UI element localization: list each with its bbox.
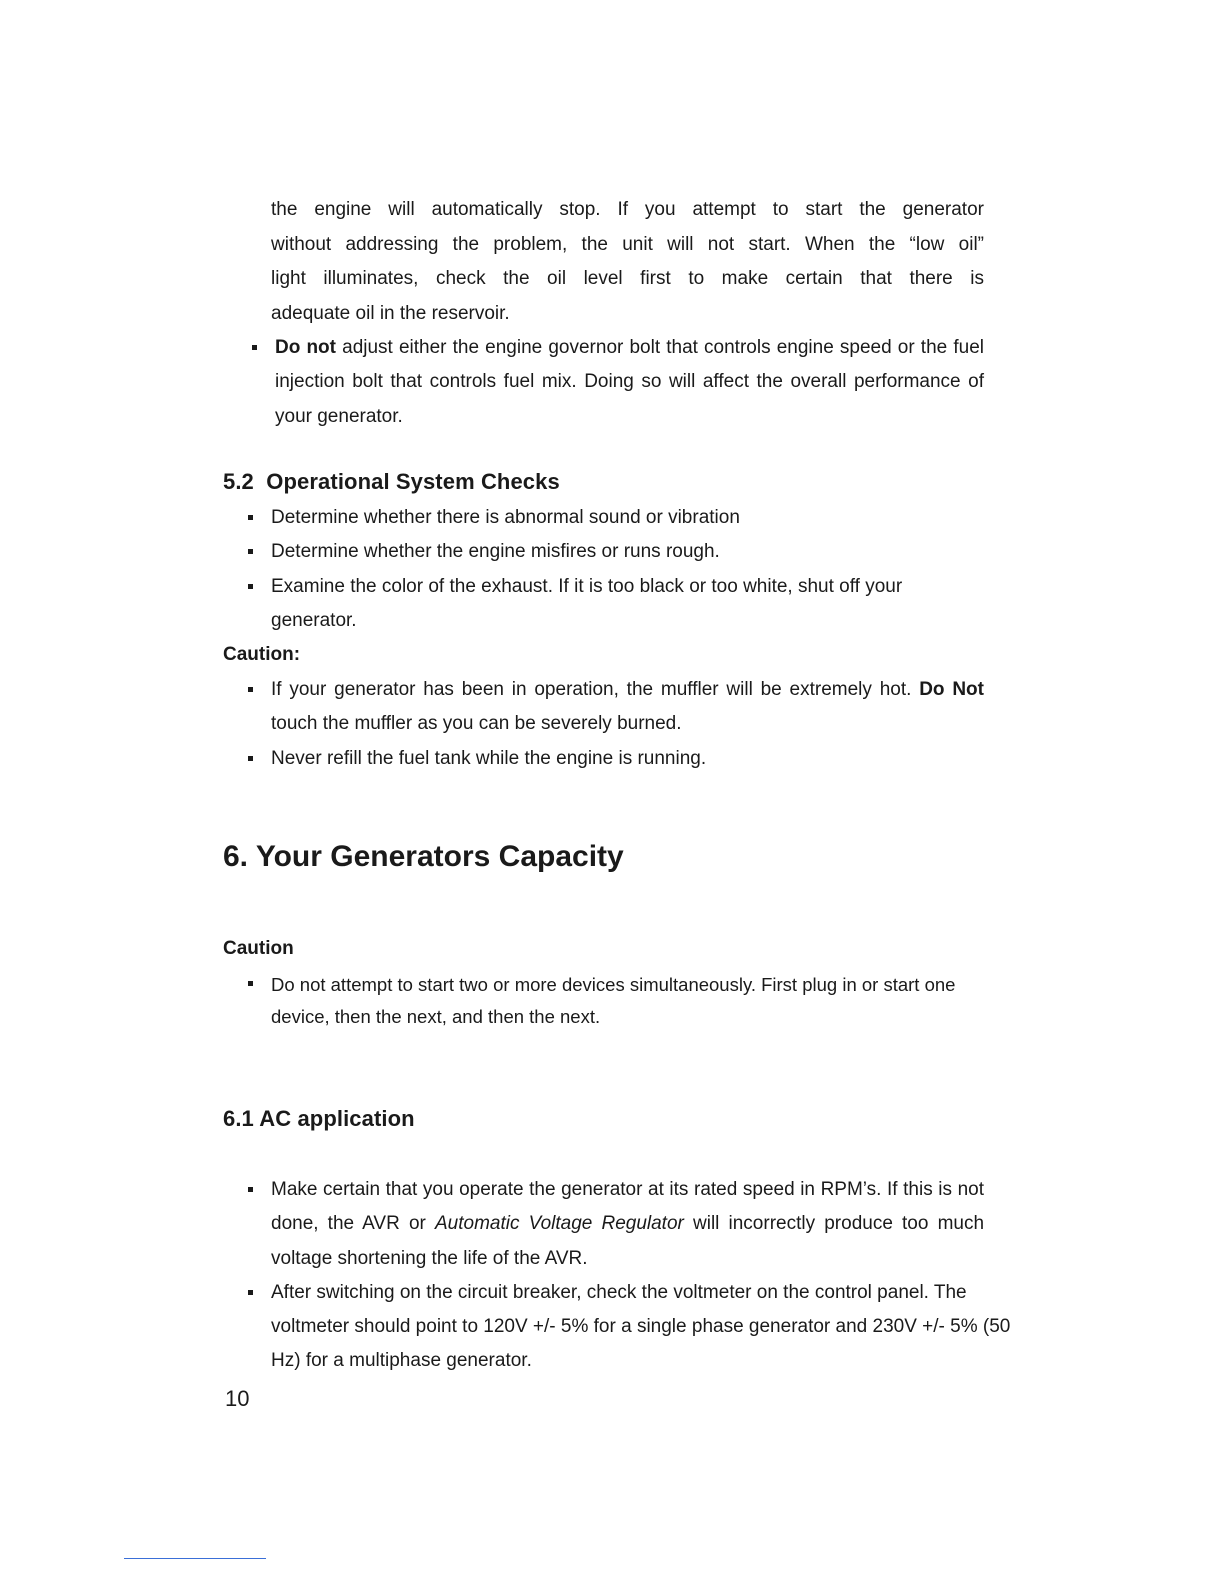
list-item bbox=[271, 570, 984, 639]
intro-line-4: adequate oil in the reservoir. bbox=[271, 302, 510, 324]
list-item-text: touch the muffler as you can be severely burned. bbox=[271, 713, 682, 735]
list-item bbox=[275, 331, 984, 434]
section-heading-5-2: 5.2 Operational System Checks bbox=[223, 469, 560, 494]
italic-text: Automatic Voltage Regulator bbox=[435, 1213, 684, 1235]
checks-list bbox=[271, 501, 984, 638]
intro-line-1: the engine will automatically stop. If you attempt to start the generator bbox=[271, 199, 984, 220]
list-item-text: will incorrectly produce too much voltage shortening the life of the AVR. bbox=[271, 1213, 985, 1269]
intro-bullet-list bbox=[275, 331, 984, 434]
list-item bbox=[271, 969, 961, 1033]
caution-list bbox=[271, 673, 984, 776]
list-item-text: Make certain that you operate the generator at its rated speed in RPM’s. If this is not done, the AVR or bbox=[271, 1179, 984, 1235]
bullet-icon bbox=[248, 1187, 253, 1192]
list-item-text: adjust either the engine governor bolt that controls engine speed or the fuel injection bolt that controls fuel mix. Doing so will affect the overall performance of your generator. bbox=[275, 337, 984, 427]
bullet-icon bbox=[248, 687, 253, 692]
emphasis-text: Do Not bbox=[919, 679, 984, 700]
footer-rule bbox=[124, 1558, 266, 1559]
page-number: 10 bbox=[225, 1386, 250, 1411]
list-item bbox=[271, 1276, 1031, 1379]
list-item bbox=[271, 673, 984, 742]
ac-application-list bbox=[271, 1173, 1011, 1379]
list-item-text: Determine whether there is abnormal sound or vibration bbox=[271, 507, 740, 528]
list-item-text: Do not attempt to start two or more devices simultaneously. First plug in or start one device, then the next, and then the next. bbox=[271, 974, 956, 1027]
list-item-text: Determine whether the engine misfires or runs rough. bbox=[271, 541, 720, 563]
list-item bbox=[271, 742, 984, 776]
bullet-icon bbox=[248, 1290, 253, 1295]
chapter-heading-6: 6. Your Generators Capacity bbox=[223, 840, 624, 873]
list-item-text: Never refill the fuel tank while the engine is running. bbox=[271, 747, 707, 769]
emphasis-text: Do not bbox=[275, 337, 336, 358]
bullet-icon bbox=[252, 345, 257, 350]
section-heading-6-1: 6.1 AC application bbox=[223, 1106, 415, 1131]
capacity-caution-list bbox=[271, 969, 961, 1033]
list-item-text: If your generator has been in operation, the muffler will be extremely hot. bbox=[271, 679, 920, 700]
caution-label: Caution bbox=[223, 938, 294, 959]
list-item-text: Examine the color of the exhaust. If it is too black or too white, shut off your generator. bbox=[271, 575, 903, 631]
intro-line-2: without addressing the problem, the unit will not start. When the “low oil” bbox=[271, 233, 984, 255]
bullet-icon bbox=[248, 981, 253, 986]
list-item bbox=[271, 535, 984, 569]
intro-paragraph bbox=[271, 193, 984, 331]
bullet-icon bbox=[248, 756, 253, 761]
caution-label: Caution: bbox=[223, 644, 301, 665]
bullet-icon bbox=[248, 515, 253, 520]
list-item bbox=[271, 1173, 984, 1276]
intro-line-3: light illuminates, check the oil level first to make certain that there is bbox=[271, 268, 984, 289]
list-item-text: After switching on the circuit breaker, check the voltmeter on the control panel. The voltmeter should point to 120V +/- 5% for a single phase generator and 230V +/- 5% (50 Hz) for a multiphase generator. bbox=[271, 1281, 1011, 1372]
bullet-icon bbox=[248, 549, 253, 554]
bullet-icon bbox=[248, 584, 253, 589]
list-item bbox=[271, 501, 984, 535]
